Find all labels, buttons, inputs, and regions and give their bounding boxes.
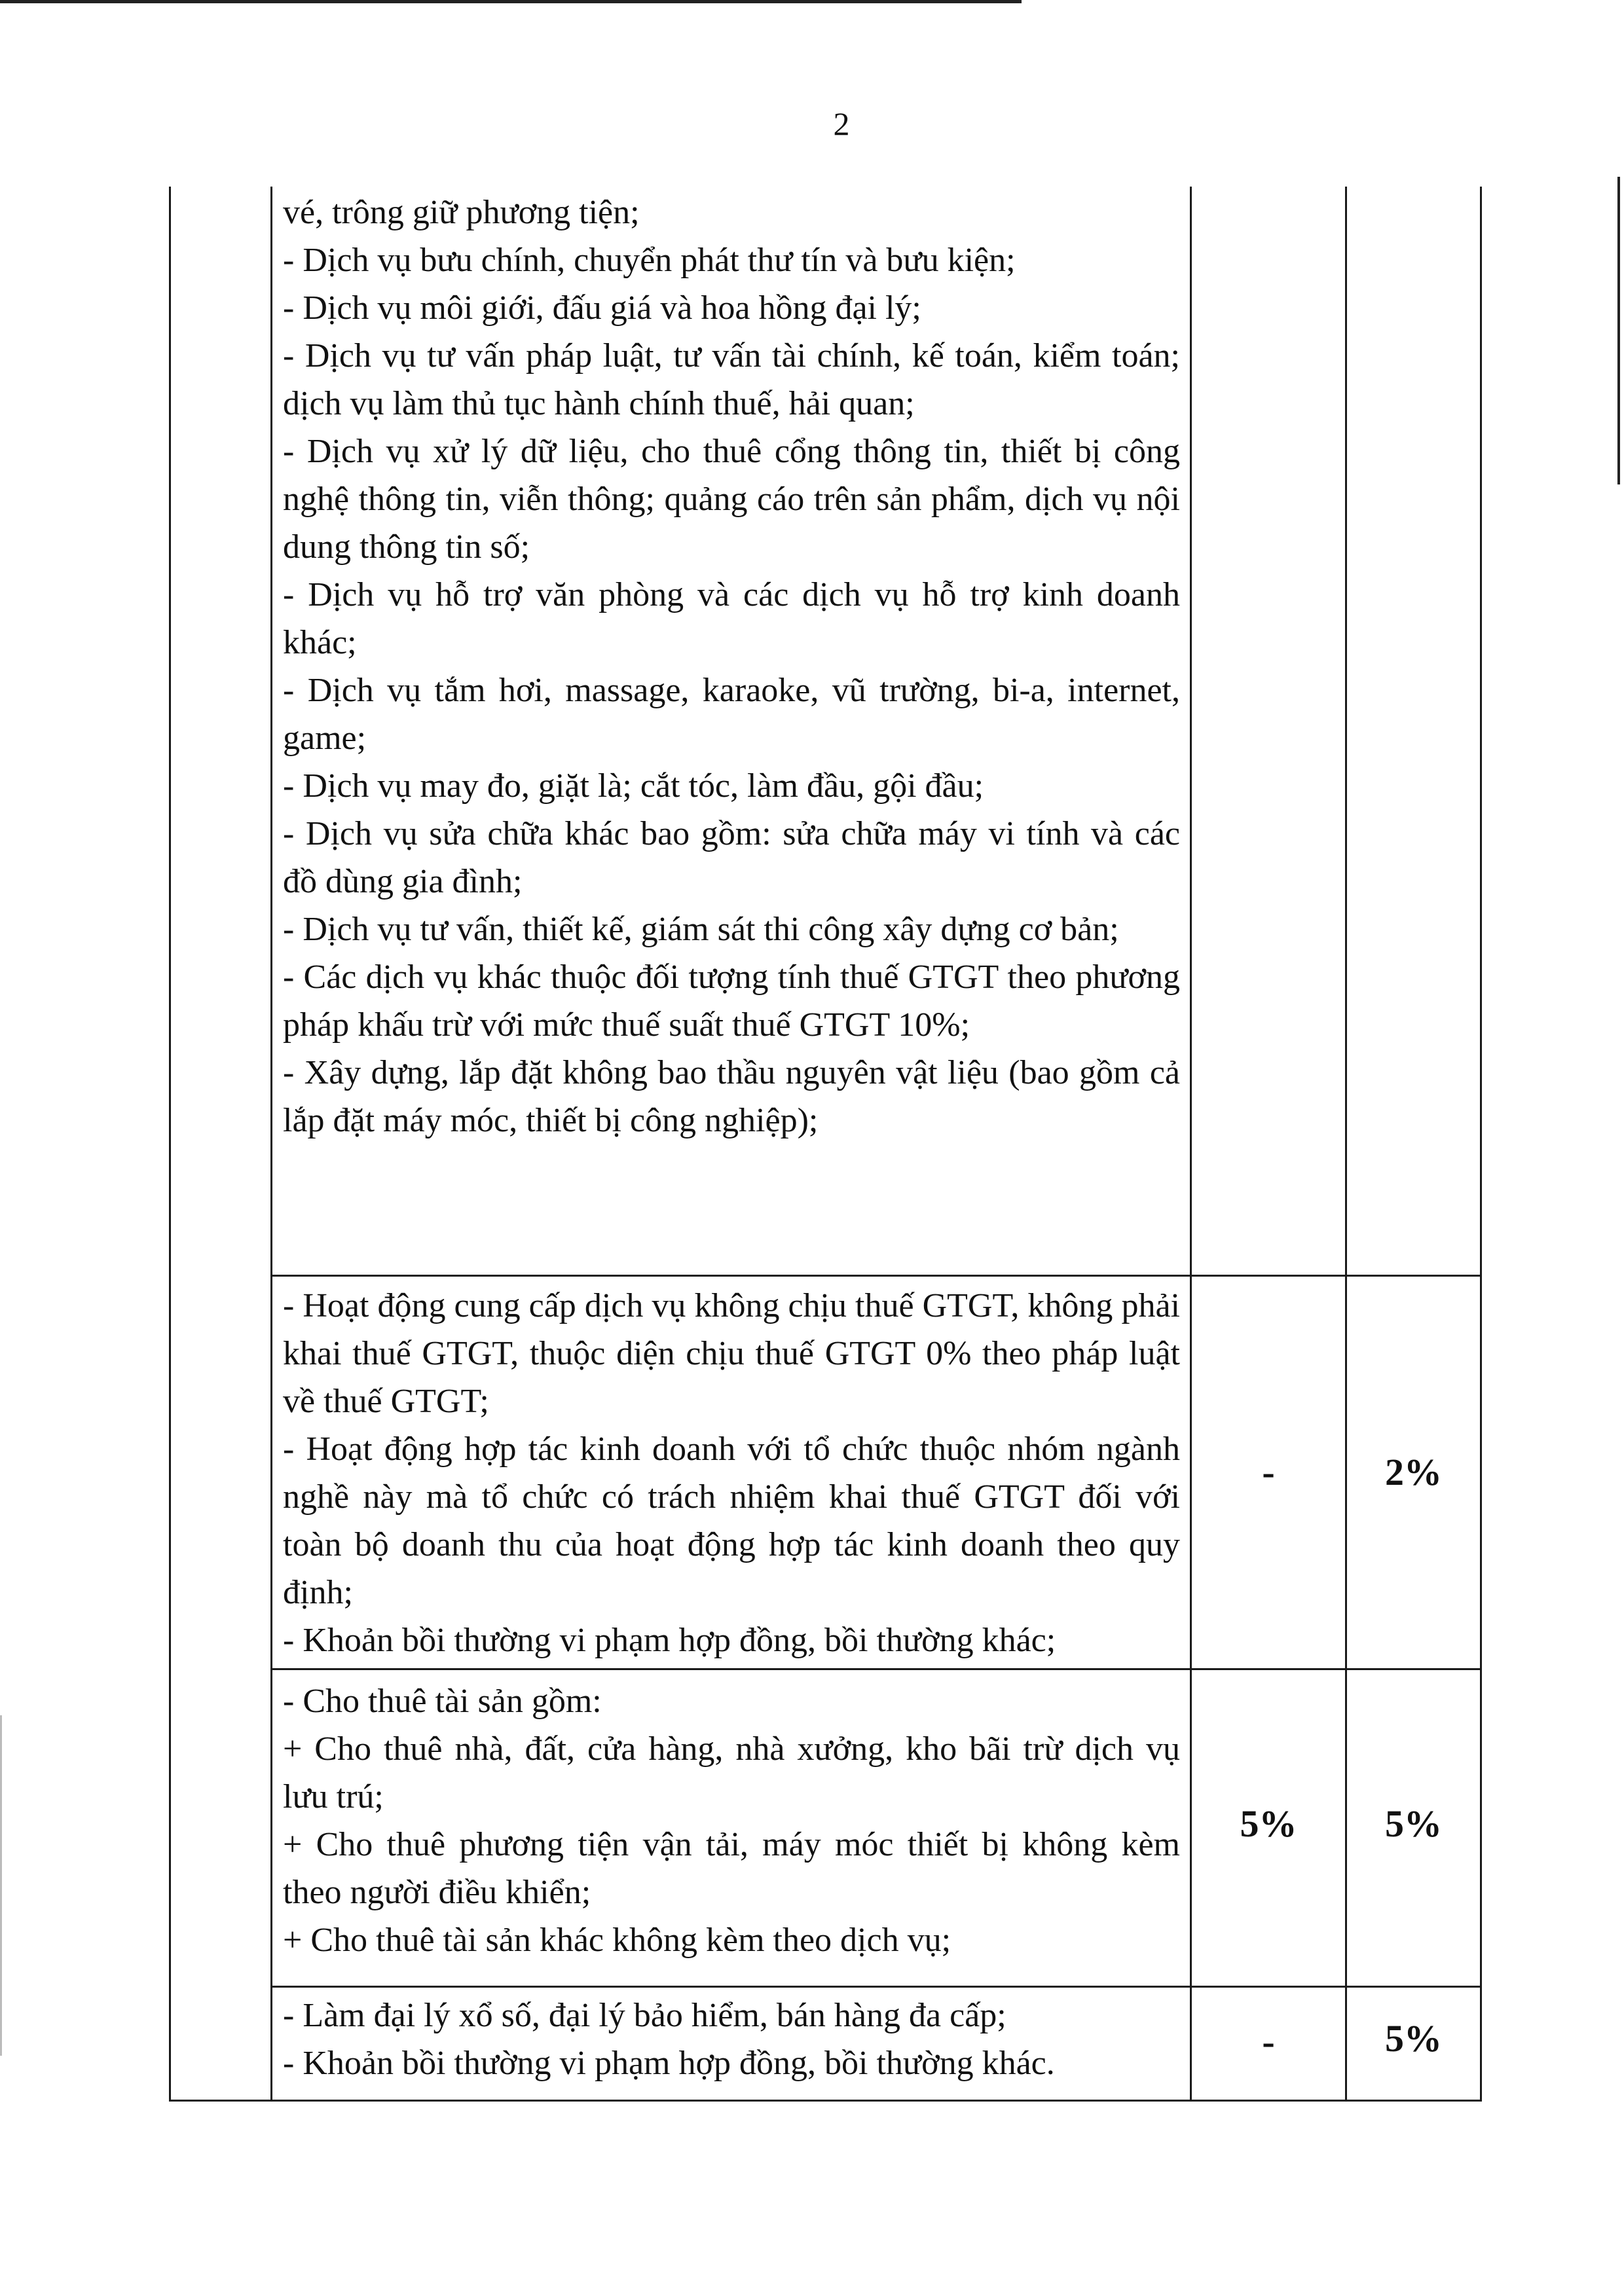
row-1-item-1: vé, trông giữ phương tiện;: [283, 194, 640, 231]
row-1-item-10: - Dịch vụ tư vấn, thiết kế, giám sát thi công xây dựng cơ bản;: [283, 911, 1119, 948]
row-2-item-3: - Khoản bồi thường vi phạm hợp đồng, bồi thường khác;: [283, 1622, 1056, 1659]
row-2-vat-rate: -: [1262, 1451, 1275, 1493]
row-4-item-2: - Khoản bồi thường vi phạm hợp đồng, bồi thường khác.: [283, 2045, 1055, 2082]
row-1-item-6: - Dịch vụ hỗ trợ văn phòng và các dịch vụ hỗ trợ kinh doanh khác;: [283, 576, 1180, 661]
row-1-description: [283, 189, 1180, 1144]
row-3-pit-rate: 5%: [1385, 1802, 1442, 1845]
row-1-item-11: - Các dịch vụ khác thuộc đối tượng tính thuế GTGT theo phương pháp khấu trừ với mức thuế suất thuế GTGT 10%;: [283, 958, 1180, 1044]
row-1-item-12: - Xây dựng, lắp đặt không bao thầu nguyên vật liệu (bao gồm cả lắp đặt máy móc, thiết bị công nghiệp);: [283, 1054, 1180, 1139]
row-3-item-2: + Cho thuê nhà, đất, cửa hàng, nhà xưởng, kho bãi trừ dịch vụ lưu trú;: [283, 1730, 1180, 1815]
table-column-divider-1: [270, 187, 272, 2102]
row-2-item-1: - Hoạt động cung cấp dịch vụ không chịu thuế GTGT, không phải khai thuế GTGT, thuộc diện chịu thuế GTGT 0% theo pháp luật về thuế GTGT;: [283, 1287, 1180, 1420]
row-4-item-1: - Làm đại lý xổ số, đại lý bảo hiểm, bán hàng đa cấp;: [283, 1997, 1006, 2034]
row-1-item-5: - Dịch vụ xử lý dữ liệu, cho thuê cổng thông tin, thiết bị công nghệ thông tin, viễn thông; quảng cáo trên sản phẩm, dịch vụ nội dung thông tin số;: [283, 433, 1180, 566]
row-2-item-2: - Hoạt động hợp tác kinh doanh với tổ chức thuộc nhóm ngành nghề này mà tổ chức có trách nhiệm khai thuế GTGT đối với toàn bộ doanh thu của hoạt động hợp tác kinh doanh theo quy định;: [283, 1430, 1180, 1611]
row-1-item-9: - Dịch vụ sửa chữa khác bao gồm: sửa chữa máy vi tính và các đồ dùng gia đình;: [283, 815, 1180, 900]
row-1-item-3: - Dịch vụ môi giới, đấu giá và hoa hồng đại lý;: [283, 289, 921, 327]
row-divider-2: [270, 1668, 1482, 1670]
row-4-vat-rate: -: [1262, 2020, 1275, 2063]
scan-right-edge-mark: [1617, 177, 1620, 484]
row-3-vat-rate: 5%: [1240, 1802, 1297, 1845]
row-2-pit-rate: 2%: [1385, 1451, 1442, 1493]
row-4-description: [283, 1992, 1180, 2087]
row-1-item-4: - Dịch vụ tư vấn pháp luật, tư vấn tài chính, kế toán, kiểm toán; dịch vụ làm thủ tục hành chính thuế, hải quan;: [283, 337, 1180, 422]
row-1-item-8: - Dịch vụ may đo, giặt là; cắt tóc, làm đầu, gội đầu;: [283, 767, 984, 805]
row-3-item-1: - Cho thuê tài sản gồm:: [283, 1683, 602, 1720]
table-border-left: [169, 187, 171, 2102]
scan-left-edge-mark: [0, 1715, 2, 2056]
table-border-right: [1480, 187, 1482, 2102]
page-number: 2: [833, 105, 850, 142]
row-divider-3: [270, 1986, 1482, 1988]
row-1-item-2: - Dịch vụ bưu chính, chuyển phát thư tín và bưu kiện;: [283, 242, 1016, 279]
row-3-item-4: + Cho thuê tài sản khác không kèm theo dịch vụ;: [283, 1922, 951, 1959]
row-divider-1: [270, 1275, 1482, 1277]
row-3-description: [283, 1677, 1180, 1964]
table-border-bottom: [169, 2100, 1482, 2102]
row-1-item-7: - Dịch vụ tắm hơi, massage, karaoke, vũ trường, bi-a, internet, game;: [283, 672, 1180, 757]
row-4-pit-rate: 5%: [1385, 2017, 1442, 2060]
row-3-item-3: + Cho thuê phương tiện vận tải, máy móc thiết bị không kèm theo người điều khiển;: [283, 1826, 1180, 1911]
row-2-description: [283, 1282, 1180, 1664]
scan-top-edge: [0, 0, 1022, 3]
